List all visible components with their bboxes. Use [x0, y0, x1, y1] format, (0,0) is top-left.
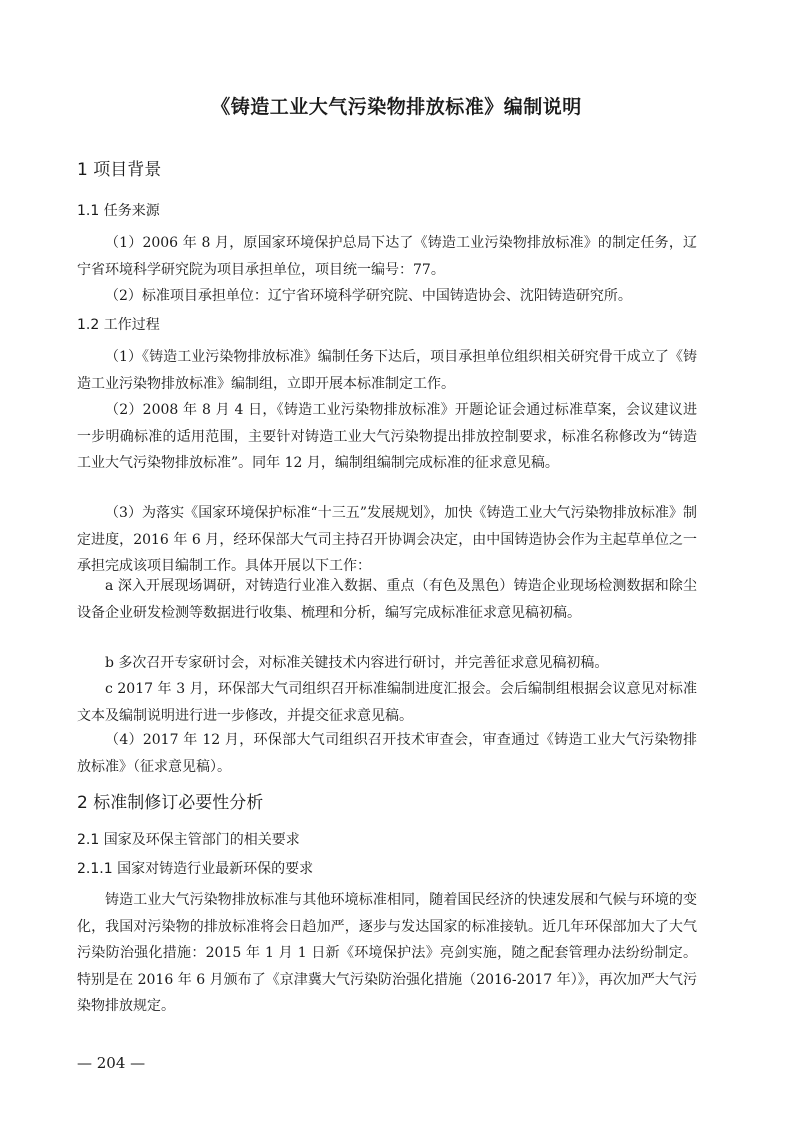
paragraph-1-2-item-b: b 多次召开专家研讨会，对标准关键技术内容进行研讨，并完善征求意见稿初稿。 [105, 655, 609, 671]
paragraph-1-1-item-2: （2）标准项目承担单位：辽宁省环境科学研究院、中国铸造协会、沈阳铸造研究所。 [105, 288, 632, 304]
section-heading-1: 1 项目背景 [77, 160, 162, 180]
paragraph-1-2-item-3: （3）为落实《国家环境保护标准“十三五”发展规划》，加快《铸造工业大气污染物排放标准》制定进度，2016 年 6 月，经环保部大气司主持召开协调会决定，由中国铸造协会作为主起草单位之一承担完成该项目编制工作。具体开展以下工作： [77, 505, 697, 574]
section-heading-2: 2 标准制修订必要性分析 [77, 793, 264, 813]
document-title: 《铸造工业大气污染物排放标准》编制说明 [211, 96, 582, 118]
paragraph-1-2-item-1: （1）《铸造工业污染物排放标准》编制任务下达后，项目承担单位组织相关研究骨干成立了《铸造工业污染物排放标准》编制组，立即开展本标准制定工作。 [77, 349, 697, 392]
subsection-heading-2-1: 2.1 国家及环保主管部门的相关要求 [77, 832, 300, 848]
subsection-heading-2-1-1: 2.1.1 国家对铸造行业最新环保的要求 [77, 861, 314, 877]
subsection-heading-1-2: 1.2 工作过程 [77, 317, 160, 333]
paragraph-1-1-item-1: （1）2006 年 8 月，原国家环境保护总局下达了《铸造工业污染物排放标准》的制定任务，辽宁省环境科学研究院为项目承担单位，项目统一编号：77。 [77, 235, 697, 278]
paragraph-1-2-item-c: c 2017 年 3 月，环保部大气司组织召开标准编制进度汇报会。会后编制组根据会议意见对标准文本及编制说明进行进一步修改，并提交征求意见稿。 [77, 681, 697, 724]
paragraph-1-2-item-4: （4）2017 年 12 月，环保部大气司组织召开技术审查会，审查通过《铸造工业大气污染物排放标准》（征求意见稿）。 [77, 732, 697, 775]
paragraph-1-2-item-a: a 深入开展现场调研，对铸造行业准入数据、重点（有色及黑色）铸造企业现场检测数据和除尘设备企业研发检测等数据进行收集、梳理和分析，编写完成标准征求意见稿初稿。 [77, 578, 697, 621]
page-number: — 204 — [77, 1054, 146, 1072]
subsection-heading-1-1: 1.1 任务来源 [77, 203, 160, 219]
paragraph-1-2-item-2: （2）2008 年 8 月 4 日，《铸造工业污染物排放标准》开题论证会通过标准草案，会议建议进一步明确标准的适用范围，主要针对铸造工业大气污染物提出排放控制要求，标准名称修改为“铸造工业大气污染物排放标准”。同年 12 月，编制组编制完成标准的征求意见稿。 [77, 402, 697, 471]
paragraph-2-1-1: 铸造工业大气污染物排放标准与其他环境标准相同，随着国民经济的快速发展和气候与环境的变化，我国对污染物的排放标准将会日趋加严，逐步与发达国家的标准接轨。近几年环保部加大了大气污染防治强化措施：2015 年 1 月 1 日新《环境保护法》亮剑实施，随之配套管理办法纷纷制定。特别是在 2016 年 6 月颁布了《京津冀大气污染防治强化措施（2016-2017 年）》，再次加严大气污染物排放规定。 [77, 892, 697, 1014]
